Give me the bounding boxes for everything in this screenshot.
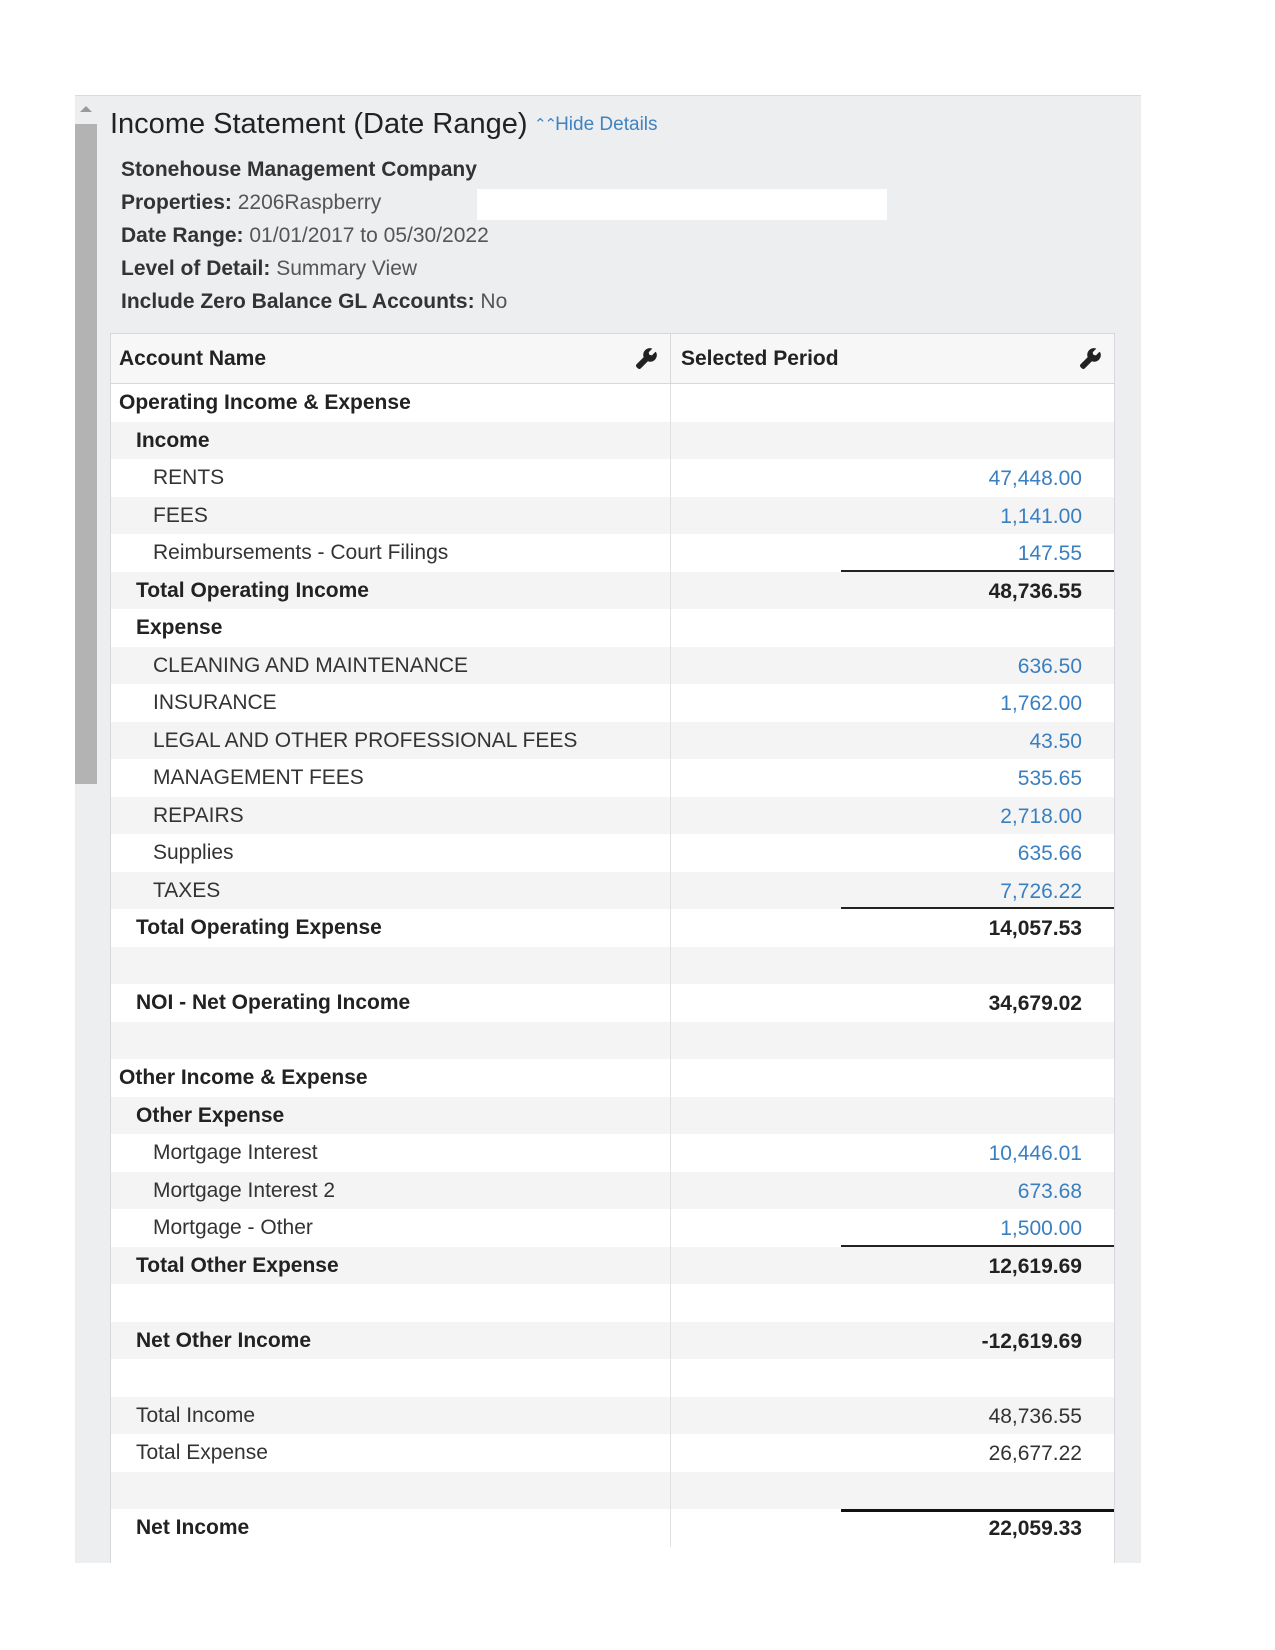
masked-property-field: [477, 189, 887, 220]
selected-period-cell: [671, 872, 1114, 910]
selected-period-cell: [671, 1359, 1114, 1397]
date-range-value: 01/01/2017 to 05/30/2022: [249, 224, 489, 247]
report-details: [121, 153, 507, 318]
account-name-cell: [111, 1359, 671, 1397]
selected-period-cell: [671, 1397, 1114, 1435]
account-name-cell: MANAGEMENT FEES: [111, 759, 671, 797]
amount-link[interactable]: 47,448.00: [988, 467, 1082, 490]
selected-period-cell: [671, 1097, 1114, 1135]
include-zero-balance-value: No: [480, 290, 508, 313]
table-row: [111, 1359, 1114, 1397]
level-of-detail-value: Summary View: [276, 257, 418, 280]
selected-period-cell: [671, 797, 1114, 835]
table-row: [111, 1247, 1114, 1285]
amount-link[interactable]: 635.66: [1017, 842, 1082, 865]
wrench-icon[interactable]: [634, 347, 658, 371]
table-row: [111, 834, 1114, 872]
table-row: [111, 534, 1114, 572]
table-row: [111, 1022, 1114, 1060]
table-row: [111, 947, 1114, 985]
properties-label: Properties:: [121, 191, 232, 214]
scrollbar-thumb[interactable]: [75, 124, 97, 784]
account-name-cell: NOI - Net Operating Income: [111, 984, 671, 1022]
account-name-cell: Total Operating Income: [111, 572, 671, 610]
selected-period-cell: [671, 572, 1114, 610]
account-name-cell: Other Income & Expense: [111, 1059, 671, 1097]
hide-details-label: Hide Details: [555, 113, 658, 135]
selected-period-cell: [671, 384, 1114, 422]
amount-value: 48,736.55: [988, 1404, 1082, 1428]
account-name-cell: CLEANING AND MAINTENANCE: [111, 647, 671, 685]
selected-period-cell: [671, 1134, 1114, 1172]
table-row: [111, 1322, 1114, 1360]
selected-period-cell: [671, 1209, 1114, 1247]
selected-period-cell: [671, 947, 1114, 985]
account-name-cell: Mortgage - Other: [111, 1209, 671, 1247]
table-row: [111, 1472, 1114, 1510]
table-row: [111, 1059, 1114, 1097]
selected-period-cell: [671, 684, 1114, 722]
level-of-detail-line: [121, 252, 507, 285]
table-row: [111, 609, 1114, 647]
selected-period-cell: [671, 422, 1114, 460]
selected-period-cell: [671, 1059, 1114, 1097]
selected-period-cell: [671, 909, 1114, 947]
table-row: [111, 722, 1114, 760]
selected-period-cell: [671, 1434, 1114, 1472]
account-name-cell: Mortgage Interest 2: [111, 1172, 671, 1210]
account-name-cell: [111, 1284, 671, 1322]
account-name-cell: Income: [111, 422, 671, 460]
account-name-cell: Expense: [111, 609, 671, 647]
amount-value: 22,059.33: [988, 1517, 1082, 1540]
amount-link[interactable]: 43.50: [1029, 729, 1082, 753]
account-name-cell: Mortgage Interest: [111, 1134, 671, 1172]
amount-link[interactable]: 1,762.00: [1000, 692, 1082, 715]
amount-value: -12,619.69: [981, 1329, 1082, 1353]
selected-period-cell: [671, 1509, 1114, 1547]
selected-period-cell: [671, 647, 1114, 685]
properties-value: 2206Raspberry: [237, 191, 382, 214]
selected-period-cell: [671, 1284, 1114, 1322]
account-name-cell: TAXES: [111, 872, 671, 910]
income-statement-table: [110, 333, 1115, 1563]
column-header-selected-period[interactable]: [671, 334, 1114, 383]
account-name-cell: Total Expense: [111, 1434, 671, 1472]
account-name-cell: [111, 1472, 671, 1510]
account-name-cell: Other Expense: [111, 1097, 671, 1135]
account-name-cell: REPAIRS: [111, 797, 671, 835]
selected-period-cell: [671, 722, 1114, 760]
table-row: [111, 1397, 1114, 1435]
table-row: [111, 872, 1114, 910]
selected-period-cell: [671, 609, 1114, 647]
account-name-cell: [111, 1022, 671, 1060]
selected-period-cell: [671, 984, 1114, 1022]
account-name-cell: Total Income: [111, 1397, 671, 1435]
table-row: [111, 497, 1114, 535]
account-name-cell: Net Other Income: [111, 1322, 671, 1360]
selected-period-cell: [671, 1322, 1114, 1360]
table-row: [111, 984, 1114, 1022]
selected-period-cell: [671, 1022, 1114, 1060]
table-row: [111, 1509, 1114, 1547]
selected-period-cell: [671, 1247, 1114, 1285]
amount-link[interactable]: 636.50: [1017, 654, 1082, 678]
selected-period-cell: [671, 834, 1114, 872]
account-name-cell: Operating Income & Expense: [111, 384, 671, 422]
properties-line: [121, 186, 507, 219]
wrench-icon[interactable]: [1078, 347, 1102, 371]
account-name-cell: FEES: [111, 497, 671, 535]
amount-link[interactable]: 7,726.22: [1000, 879, 1082, 903]
level-of-detail-label: Level of Detail:: [121, 257, 271, 280]
amount-link[interactable]: 673.68: [1017, 1179, 1082, 1203]
table-row: [111, 759, 1114, 797]
table-row: [111, 909, 1114, 947]
amount-link[interactable]: 10,446.01: [988, 1142, 1082, 1165]
table-header: [111, 334, 1114, 384]
amount-value: 14,057.53: [988, 917, 1082, 940]
table-row: [111, 1134, 1114, 1172]
selected-period-cell: [671, 1172, 1114, 1210]
table-row: [111, 684, 1114, 722]
amount-value: 48,736.55: [988, 579, 1082, 603]
account-name-cell: RENTS: [111, 459, 671, 497]
table-row: [111, 1284, 1114, 1322]
selected-period-cell: [671, 1472, 1114, 1510]
hide-details-link[interactable]: [534, 114, 658, 135]
account-name-cell: Net Income: [111, 1509, 671, 1547]
title-row: [110, 108, 658, 144]
column-header-account-name-label: Account Name: [119, 347, 267, 370]
table-row: [111, 1097, 1114, 1135]
column-header-account-name[interactable]: [111, 334, 671, 383]
table-row: [111, 797, 1114, 835]
report-title: Income Statement (Date Range): [110, 108, 528, 140]
amount-link[interactable]: 2,718.00: [1000, 804, 1082, 828]
account-name-cell: INSURANCE: [111, 684, 671, 722]
date-range-line: [121, 219, 507, 252]
account-name-cell: Total Operating Expense: [111, 909, 671, 947]
amount-link[interactable]: 535.65: [1017, 767, 1082, 790]
include-zero-balance-line: [121, 285, 507, 318]
vertical-scrollbar[interactable]: [75, 96, 97, 1563]
selected-period-cell: [671, 759, 1114, 797]
amount-link[interactable]: 1,500.00: [1000, 1217, 1082, 1240]
company-name: Stonehouse Management Company: [121, 158, 477, 181]
table-row: [111, 1172, 1114, 1210]
report-panel: [75, 95, 1141, 1563]
table-row: [111, 647, 1114, 685]
account-name-cell: [111, 947, 671, 985]
selected-period-cell: [671, 534, 1114, 572]
scroll-up-arrow-icon[interactable]: [80, 106, 92, 112]
account-name-cell: LEGAL AND OTHER PROFESSIONAL FEES: [111, 722, 671, 760]
selected-period-cell: [671, 459, 1114, 497]
selected-period-cell: [671, 497, 1114, 535]
amount-value: 26,677.22: [988, 1442, 1082, 1465]
table-body: [111, 384, 1114, 1547]
account-name-cell: Total Other Expense: [111, 1247, 671, 1285]
amount-link[interactable]: 147.55: [1017, 542, 1082, 565]
table-row: [111, 1434, 1114, 1472]
table-row: [111, 1209, 1114, 1247]
double-chevron-up-icon: ⌃⌃: [533, 115, 556, 133]
account-name-cell: Supplies: [111, 834, 671, 872]
table-row: [111, 459, 1114, 497]
amount-value: 12,619.69: [988, 1254, 1082, 1278]
amount-link[interactable]: 1,141.00: [1000, 504, 1082, 528]
table-row: [111, 572, 1114, 610]
amount-value: 34,679.02: [988, 992, 1082, 1015]
table-row: [111, 384, 1114, 422]
table-row: [111, 422, 1114, 460]
column-header-selected-period-label: Selected Period: [681, 347, 839, 370]
include-zero-balance-label: Include Zero Balance GL Accounts:: [121, 290, 475, 313]
account-name-cell: Reimbursements - Court Filings: [111, 534, 671, 572]
date-range-label: Date Range:: [121, 224, 244, 247]
